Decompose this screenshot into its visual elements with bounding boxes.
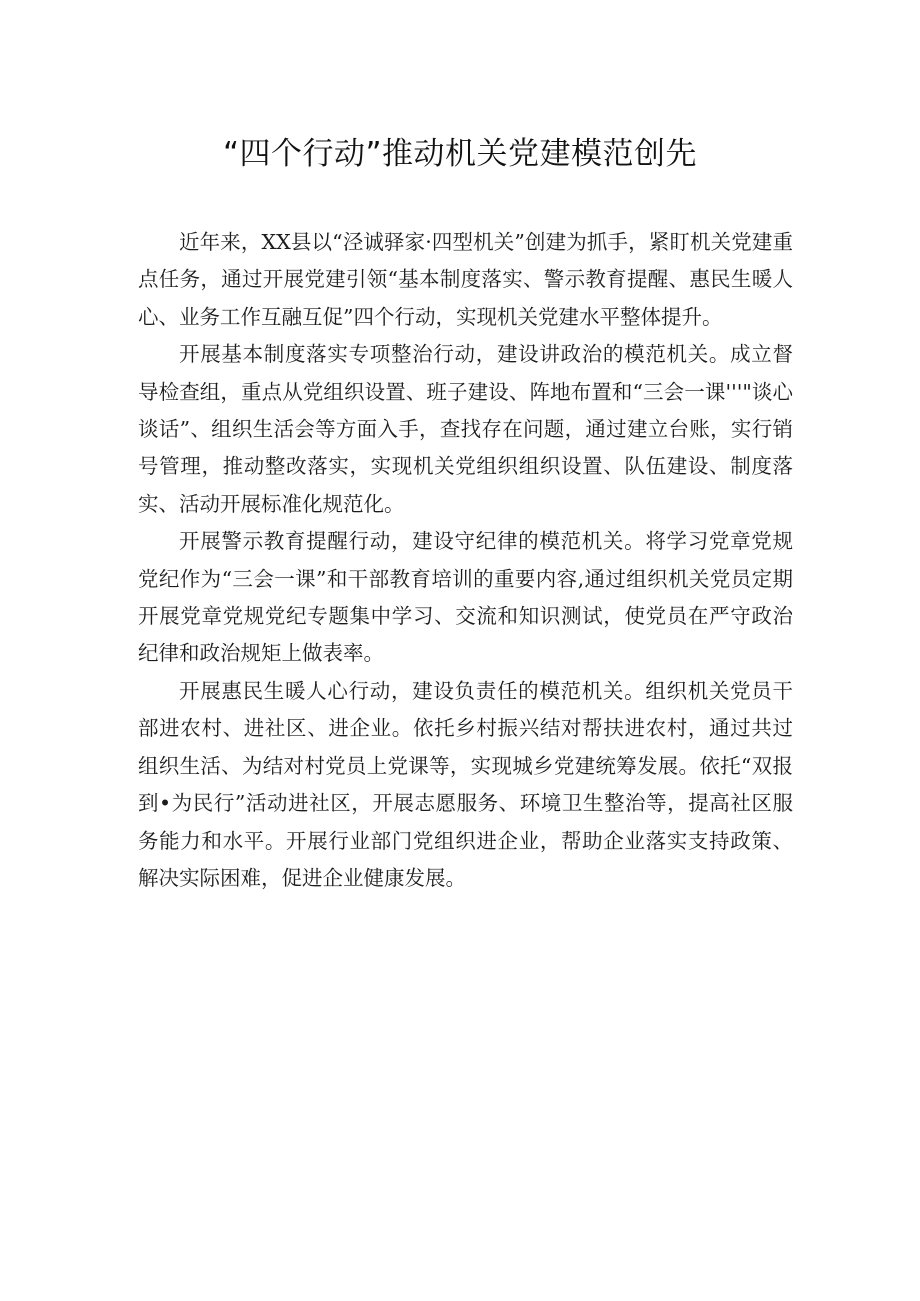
- document-title: “四个行动”推动机关党建模范创先: [222, 136, 698, 172]
- document-body: [138, 224, 793, 897]
- paragraph-warning-education: 开展警示教育提醒行动，建设守纪律的模范机关。将学习党章党规党纪作为“三会一课”和干部教育培训的重要内容,通过组织机关党员定期开展党章党规党纪专题集中学习、交流和知识测试，使党员在严守政治纪律和政治规矩上做表率。: [138, 529, 793, 666]
- paragraph-people-livelihood: 开展惠民生暖人心行动，建设负责任的模范机关。组织机关党员干部进农村、进社区、进企业。依托乡村振兴结对帮扶进农村，通过共过组织生活、为结对村党员上党课等，实现城乡党建统筹发展。依托“双报到•为民行”活动进社区，开展志愿服务、环境卫生整治等，提高社区服务能力和水平。开展行业部门党组织进企业，帮助企业落实支持政策、解决实际困难，促进企业健康发展。: [138, 678, 793, 890]
- paragraph-intro: 近年来，XX县以“泾诚驿家·四型机关”创建为抓手，紧盯机关党建重点任务，通过开展党建引领“基本制度落实、警示教育提醒、惠民生暖人心、业务工作互融互促”四个行动，实现机关党建水平整体提升。: [138, 230, 793, 329]
- paragraph-institution-rectification: 开展基本制度落实专项整治行动，建设讲政治的模范机关。成立督导检查组，重点从党组织设置、班子建设、阵地布置和“三会一课'''"谈心谈话”、组织生活会等方面入手，查找存在问题，通过建立台账，实行销号管理，推动整改落实，实现机关党组织组织设置、队伍建设、制度落实、活动开展标准化规范化。: [138, 342, 793, 516]
